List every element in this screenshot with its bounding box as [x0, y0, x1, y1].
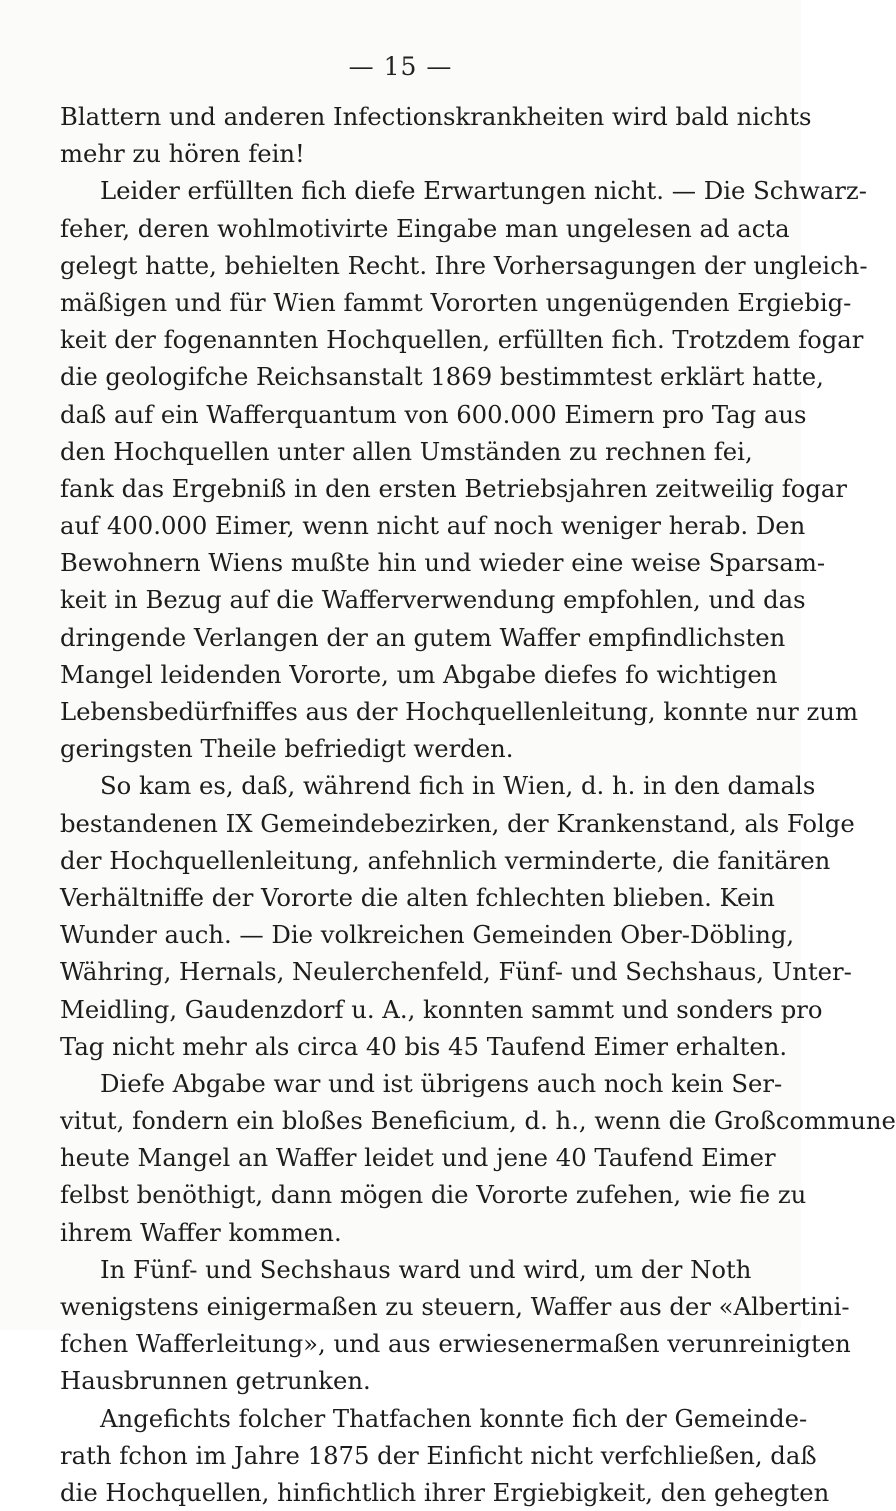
- text-line: heute Mangel an Waffer leidet und jene 40 Taufend Eimer: [60, 1143, 776, 1173]
- text-line: feher, deren wohlmotivirte Eingabe man ungelesen ad acta: [60, 213, 790, 243]
- text-line: Bewohnern Wiens mußte hin und wieder eine weise Sparsam-: [60, 548, 826, 578]
- text-line: Meidling, Gaudenzdorf u. A., konnten sammt und sonders pro: [60, 994, 823, 1024]
- text-line: Mangel leidenden Vororte, um Abgabe diefes fo wichtigen: [60, 659, 778, 689]
- text-line: keit der fogenannten Hochquellen, erfüllten fich. Trotzdem fogar: [60, 325, 864, 355]
- text-line: vitut, fondern ein bloßes Beneficium, d. h., wenn die Großcommune: [60, 1106, 896, 1136]
- text-line: Verhältniffe der Vororte die alten fchlechten blieben. Kein: [60, 882, 775, 912]
- text-line: mäßigen und für Wien fammt Vororten ungenügenden Ergiebig-: [60, 287, 852, 317]
- text-line: ihrem Waffer kommen.: [60, 1217, 342, 1247]
- text-line: mehr zu hören fein!: [60, 139, 305, 169]
- paragraph-start-line: Diefe Abgabe war und ist übrigens auch noch kein Ser-: [100, 1068, 783, 1098]
- text-line: gelegt hatte, behielten Recht. Ihre Vorhersagungen der ungleich-: [60, 250, 868, 280]
- text-line: fchen Wafferleitung», und aus erwiesenermaßen verunreinigten: [60, 1329, 851, 1359]
- text-line: dringende Verlangen der an gutem Waffer empfindlichsten: [60, 622, 786, 652]
- paragraph-start-line: Angefichts folcher Thatfachen konnte fich der Gemeinde-: [100, 1403, 808, 1433]
- paragraph-start-line: In Fünf- und Sechshaus ward und wird, um der Noth: [100, 1254, 752, 1284]
- paragraph-start-line: Leider erfüllten fich diefe Erwartungen nicht. — Die Schwarz-: [100, 176, 867, 206]
- body-text: [60, 98, 896, 1511]
- text-line: den Hochquellen unter allen Umständen zu rechnen fei,: [60, 436, 753, 466]
- text-line: Lebensbedürfniffes aus der Hochquellenleitung, konnte nur zum: [60, 697, 858, 726]
- text-line: der Hochquellenleitung, anfehnlich verminderte, die fanitären: [60, 845, 831, 875]
- text-line: die geologifche Reichsanstalt 1869 bestimmtest erklärt hatte,: [60, 362, 824, 392]
- text-line: Blattern und anderen Infectionskrankheiten wird bald nichts: [60, 102, 812, 131]
- text-line: fank das Ergebniß in den ersten Betriebsjahren zeitweilig fogar: [60, 473, 848, 503]
- page-number: — 15 —: [348, 52, 453, 81]
- paragraph-start-line: So kam es, daß, während fich in Wien, d. h. in den damals: [100, 771, 816, 801]
- text-line: Währing, Hernals, Neulerchenfeld, Fünf- und Sechshaus, Unter-: [60, 957, 852, 987]
- text-line: rath fchon im Jahre 1875 der Einficht nicht verfchließen, daß: [60, 1440, 817, 1470]
- text-line: geringsten Theile befriedigt werden.: [60, 734, 514, 764]
- text-line: keit in Bezug auf die Wafferverwendung empfohlen, und das: [60, 585, 806, 615]
- text-line: bestandenen IX Gemeindebezirken, der Krankenstand, als Folge: [60, 808, 855, 838]
- text-line: Hausbrunnen getrunken.: [60, 1366, 371, 1396]
- text-line: felbst benöthigt, dann mögen die Vororte zufehen, wie fie zu: [60, 1180, 807, 1210]
- text-line: die Hochquellen, hinfichtlich ihrer Ergiebigkeit, den gehegten: [60, 1477, 830, 1507]
- text-line: auf 400.000 Eimer, wenn nicht auf noch weniger herab. Den: [60, 511, 806, 541]
- text-line: Wunder auch. — Die volkreichen Gemeinden Ober-Döbling,: [60, 920, 795, 950]
- text-line: daß auf ein Wafferquantum von 600.000 Eimern pro Tag aus: [60, 399, 807, 429]
- text-line: Tag nicht mehr als circa 40 bis 45 Taufend Eimer erhalten.: [60, 1031, 788, 1061]
- text-line: wenigstens einigermaßen zu steuern, Waffer aus der «Albertini-: [60, 1292, 850, 1321]
